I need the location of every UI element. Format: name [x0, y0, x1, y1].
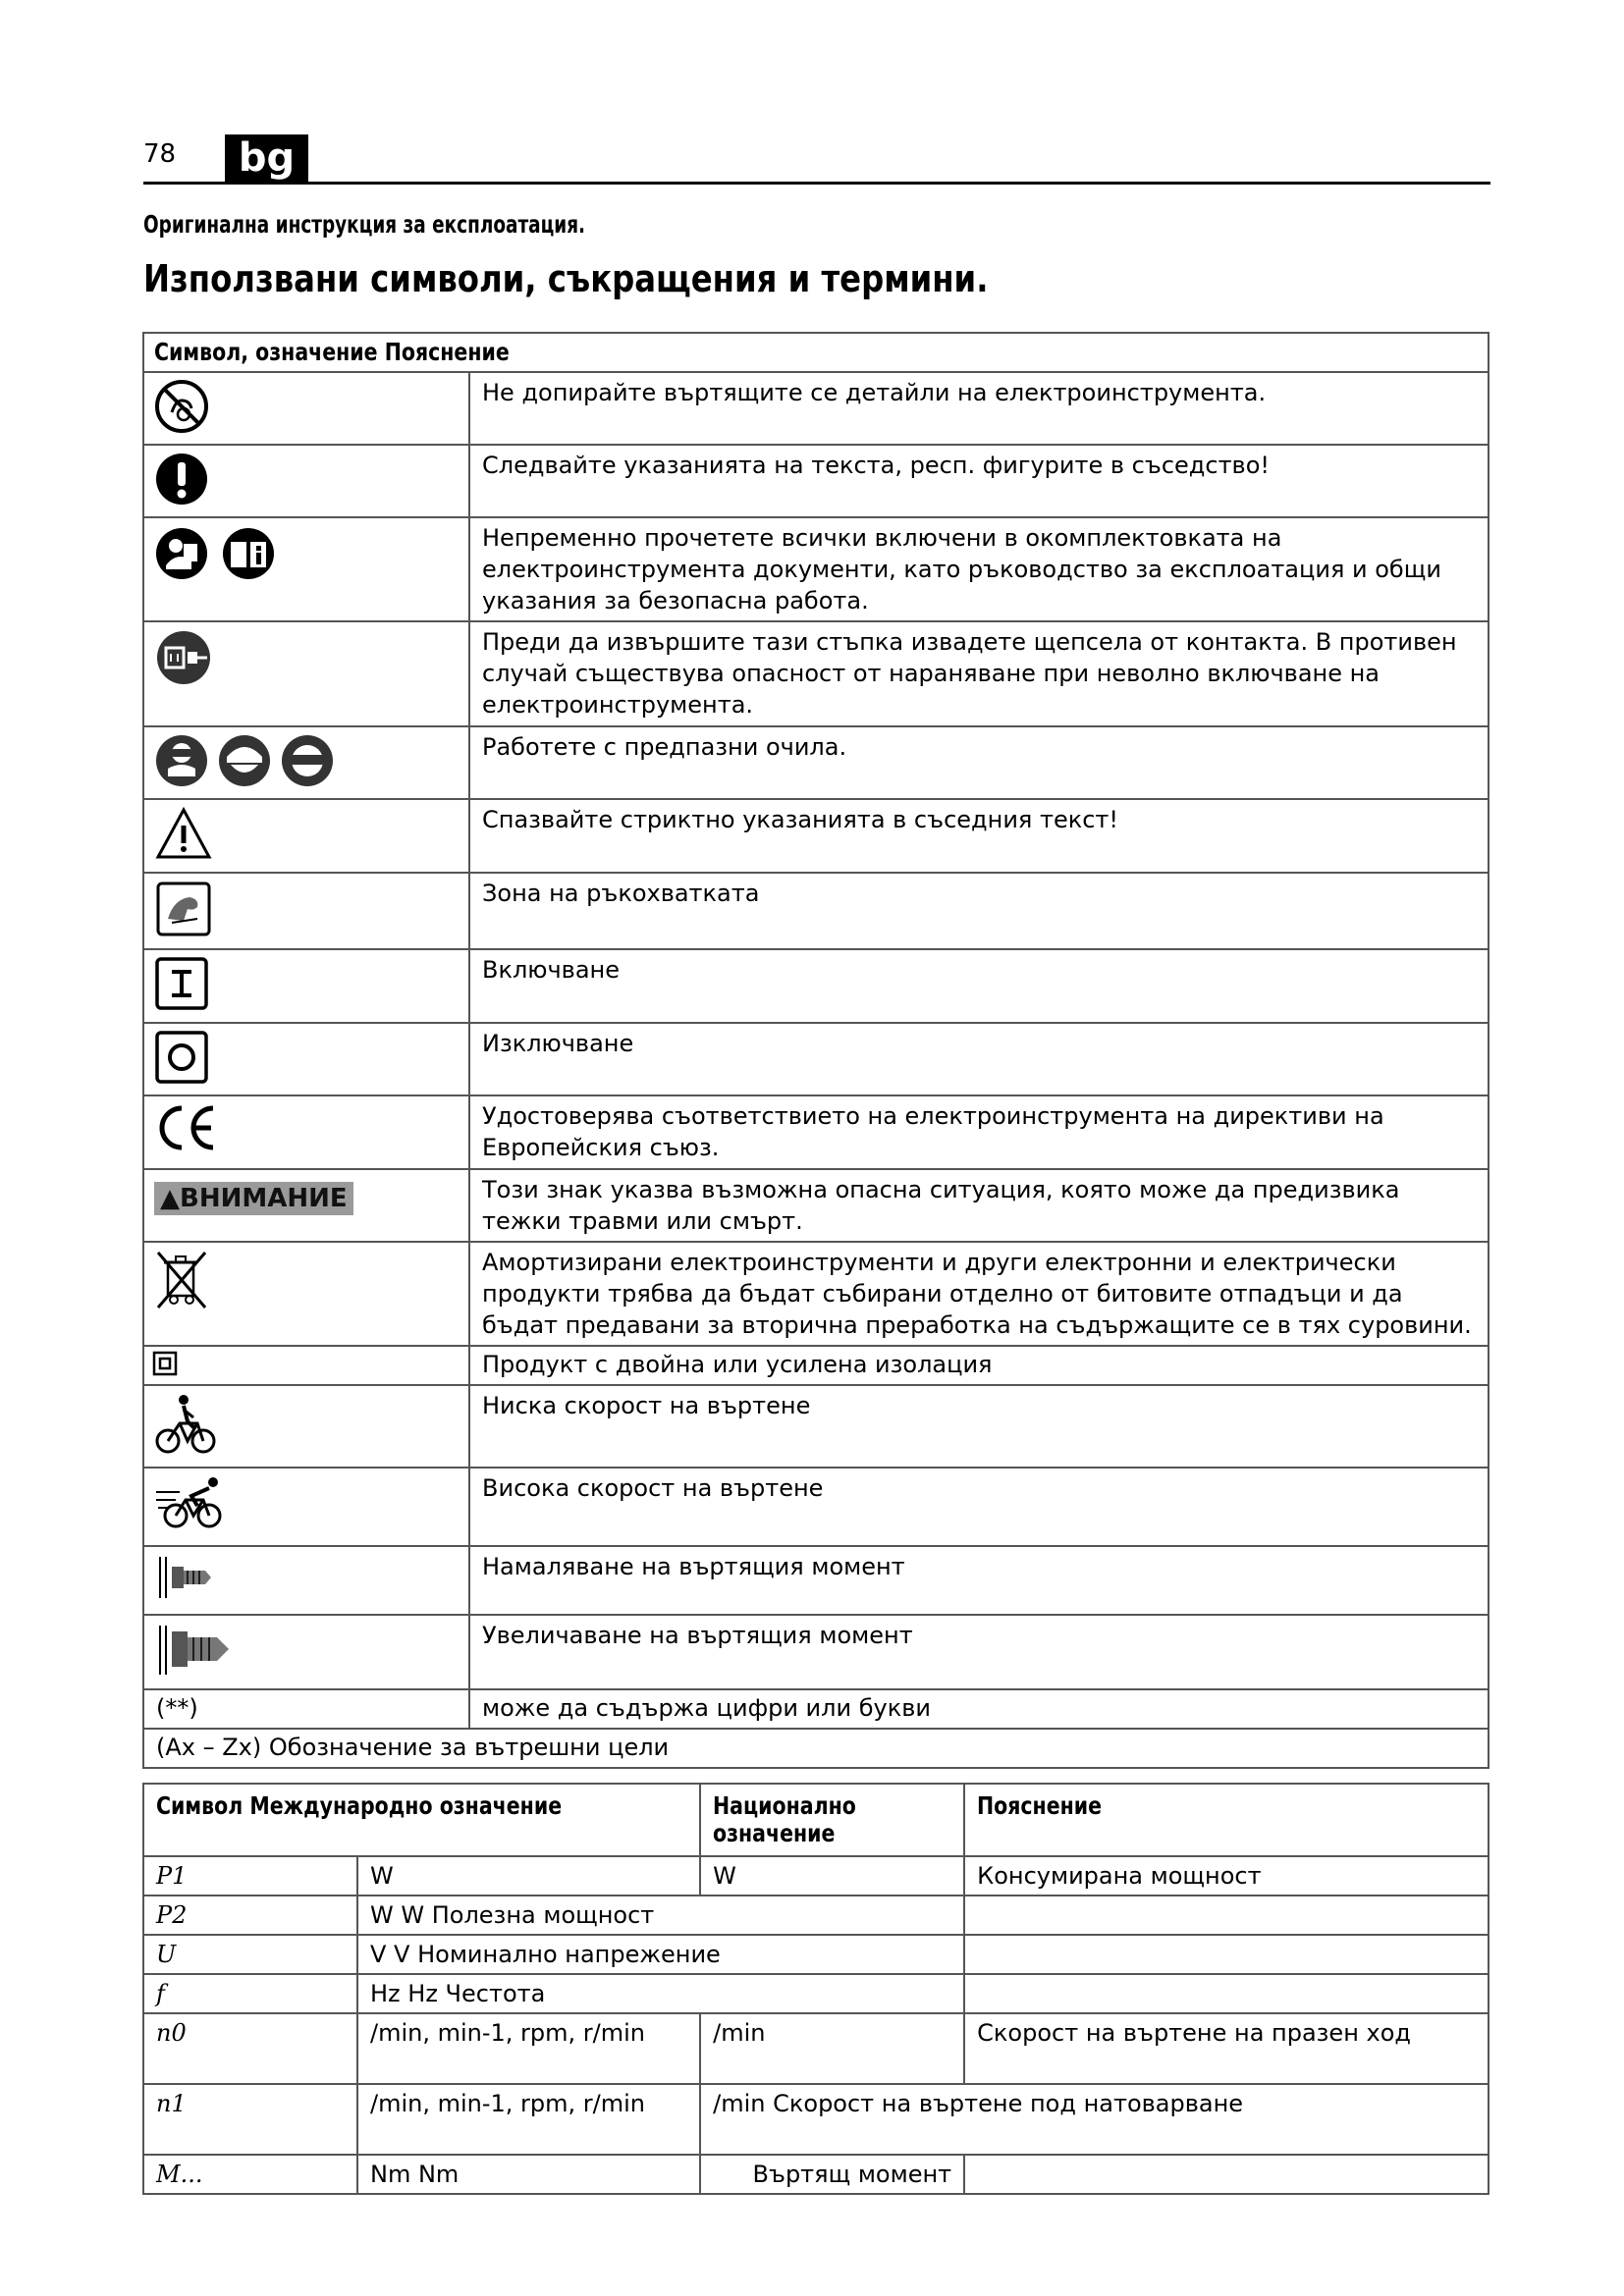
unit-national: /min	[700, 2013, 964, 2084]
table-row	[143, 1468, 1489, 1546]
unit-explanation	[964, 1896, 1489, 1935]
description-cell: Удостоверява съответствието на електроинструмента на директиви на Европейския съюз.	[469, 1095, 1489, 1169]
table-row	[143, 799, 1489, 873]
description-cell: Този знак указва възможна опасна ситуация, която може да предизвика тежки травми или смърт.	[469, 1169, 1489, 1242]
unit-symbol: f	[143, 1974, 357, 2013]
description-cell: Следвайте указанията на текста, респ. фигурите в съседство!	[469, 445, 1489, 517]
page-number: 78	[143, 139, 177, 169]
symbol-cell	[143, 1615, 469, 1689]
power-on-icon	[154, 956, 209, 1011]
page-title: Използвани символи, съкращения и термини.	[143, 257, 989, 300]
table-row	[143, 873, 1489, 949]
table-row	[143, 1242, 1489, 1346]
header-symbol-international: Символ Международно означение	[143, 1784, 700, 1856]
unit-international: W	[357, 1856, 700, 1896]
table-row	[143, 1896, 1489, 1935]
description-cell: Висока скорост на въртене	[469, 1468, 1489, 1546]
ce-mark-icon	[154, 1102, 217, 1153]
unit-national: /min Скорост на въртене под натоварване	[700, 2084, 1489, 2155]
warning-triangle-icon	[154, 806, 213, 861]
table-row	[143, 445, 1489, 517]
unit-national: W	[700, 1856, 964, 1896]
protective-gear-icon	[154, 733, 341, 788]
symbol-cell	[143, 1346, 469, 1385]
table-row	[143, 1346, 1489, 1385]
table-row	[143, 517, 1489, 621]
symbol-cell	[143, 949, 469, 1023]
description-cell: може да съдържа цифри или букви	[469, 1689, 1489, 1729]
unit-international: Hz Hz Честота	[357, 1974, 964, 2013]
table-row	[143, 1689, 1489, 1729]
read-manual-icon	[154, 524, 282, 583]
table-row	[143, 726, 1489, 799]
unit-explanation	[964, 1974, 1489, 2013]
unit-explanation	[964, 2155, 1489, 2194]
weee-bin-icon	[154, 1249, 209, 1311]
table-row	[143, 621, 1489, 726]
table-row	[143, 2155, 1489, 2194]
description-cell: Изключване	[469, 1023, 1489, 1095]
header-national: Национално означение	[700, 1784, 964, 1856]
table-row	[143, 1546, 1489, 1615]
high-speed-bike-icon	[154, 1474, 229, 1533]
symbol-cell	[143, 799, 469, 873]
description-cell: Увеличаване на въртящия момент	[469, 1615, 1489, 1689]
table-row	[143, 949, 1489, 1023]
symbol-cell	[143, 1169, 469, 1242]
grip-zone-icon	[154, 880, 213, 938]
units-table	[142, 1783, 1489, 2195]
description-cell: Спазвайте стриктно указанията в съседния текст!	[469, 799, 1489, 873]
header-rule	[143, 182, 1490, 185]
table-row	[143, 1729, 1489, 1768]
symbols-table	[142, 332, 1489, 1769]
table-row	[143, 2084, 1489, 2155]
symbol-cell	[143, 1095, 469, 1169]
description-cell: Амортизирани електроинструменти и други електронни и електрически продукти трябва да бъдат събирани отделно от битовите отпадъци и да бъдат предавани за вторична преработка на съдържащите се в тях суровини.	[469, 1242, 1489, 1346]
symbol-cell	[143, 1468, 469, 1546]
table-row	[143, 1615, 1489, 1689]
symbol-cell	[143, 445, 469, 517]
unit-symbol: n1	[143, 2084, 357, 2155]
unit-symbol: P1	[143, 1856, 357, 1896]
attention-label: ▲ВНИМАНИЕ	[154, 1182, 353, 1215]
description-cell: Включване	[469, 949, 1489, 1023]
unit-international: /min, min-1, rpm, r/min	[357, 2013, 700, 2084]
unit-symbol: M...	[143, 2155, 357, 2194]
header-explanation: Пояснение	[964, 1784, 1489, 1856]
symbol-cell	[143, 873, 469, 949]
description-cell: Преди да извършите тази стъпка извадете щепсела от контакта. В противен случай съществува опасност от нараняване при неволно включване на електроинструмента.	[469, 621, 1489, 726]
description-cell: Продукт с двойна или усилена изолация	[469, 1346, 1489, 1385]
symbol-cell	[143, 1385, 469, 1468]
table-row	[143, 1169, 1489, 1242]
table-row	[143, 1385, 1489, 1468]
table-row	[143, 1023, 1489, 1095]
description-cell: Ниска скорост на въртене	[469, 1385, 1489, 1468]
description-cell: Зона на ръкохватката	[469, 873, 1489, 949]
table-row	[143, 2013, 1489, 2084]
symbol-cell	[143, 726, 469, 799]
symbol-cell	[143, 621, 469, 726]
double-insulation-icon	[152, 1351, 178, 1376]
symbol-cell	[143, 372, 469, 445]
table-row	[143, 1856, 1489, 1896]
unit-national: Въртящ момент	[700, 2155, 964, 2194]
symbols-header-row	[143, 333, 1489, 372]
table-row	[143, 1935, 1489, 1974]
table-row	[143, 1974, 1489, 2013]
unit-international: W W Полезна мощност	[357, 1896, 964, 1935]
description-cell: Намаляване на въртящия момент	[469, 1546, 1489, 1615]
power-off-icon	[154, 1030, 209, 1085]
table-row	[143, 372, 1489, 445]
symbol-cell	[143, 1546, 469, 1615]
unit-explanation: Скорост на въртене на празен ход	[964, 2013, 1489, 2084]
document-subtitle: Оригинална инструкция за експлоатация.	[143, 210, 586, 239]
unit-international: Nm Nm	[357, 2155, 700, 2194]
unit-international: V V Номинално напрежение	[357, 1935, 964, 1974]
unplug-icon	[154, 628, 213, 687]
unit-symbol: U	[143, 1935, 357, 1974]
units-header-row	[143, 1784, 1489, 1856]
description-cell: Непременно прочетете всички включени в окомплектовката на електроинструмента документи, като ръководство за експлоатация и общи указания за безопасна работа.	[469, 517, 1489, 621]
internal-designation-cell: (Ax – Zx) Обозначение за вътрешни цели	[143, 1729, 1489, 1768]
torque-increase-icon	[154, 1622, 233, 1679]
symbol-cell	[143, 517, 469, 621]
exclamation-icon	[154, 452, 209, 507]
unit-international: /min, min-1, rpm, r/min	[357, 2084, 700, 2155]
unit-symbol: n0	[143, 2013, 357, 2084]
unit-symbol: P2	[143, 1896, 357, 1935]
unit-explanation	[964, 1935, 1489, 1974]
language-badge: bg	[225, 134, 308, 182]
symbols-header: Символ, означение Пояснение	[143, 333, 1489, 372]
symbol-cell: (**)	[143, 1689, 469, 1729]
symbol-cell	[143, 1023, 469, 1095]
unit-explanation: Консумирана мощност	[964, 1856, 1489, 1896]
table-row	[143, 1095, 1489, 1169]
symbol-cell	[143, 1242, 469, 1346]
low-speed-bike-icon	[154, 1392, 217, 1457]
torque-decrease-icon	[154, 1553, 217, 1602]
no-touch-rotating-icon	[154, 379, 209, 434]
description-cell: Работете с предпазни очила.	[469, 726, 1489, 799]
description-cell: Не допирайте въртящите се детайли на електроинструмента.	[469, 372, 1489, 445]
